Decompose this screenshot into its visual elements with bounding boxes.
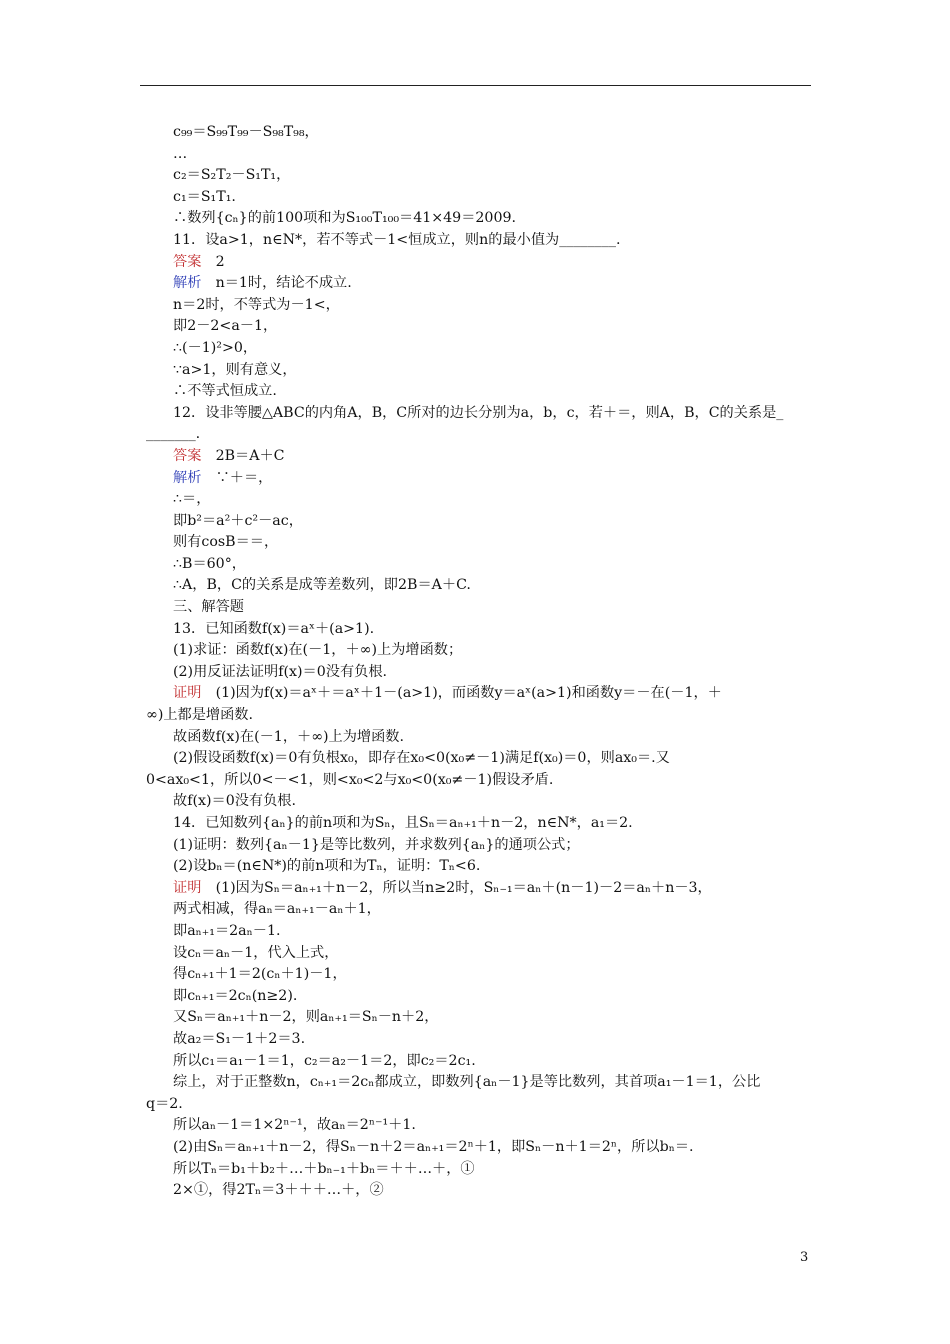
text-line	[146, 964, 810, 986]
header-rule	[140, 85, 811, 86]
line-text: …	[173, 145, 188, 162]
line-text: 两式相减，得aₙ＝aₙ₊₁－aₙ＋1，	[173, 901, 381, 918]
line-text: (2)由Sₙ＝aₙ₊₁＋n－2，得Sₙ－n＋2＝aₙ₊₁＝2ⁿ＋1，即Sₙ－n＋1＝2ⁿ，所以bₙ＝.	[173, 1138, 694, 1155]
text-line	[146, 403, 810, 425]
text-line	[146, 791, 810, 813]
line-text: ∵＋＝，	[201, 469, 273, 486]
line-text: _______.	[146, 426, 201, 443]
text-line	[146, 943, 810, 965]
line-text: (1)证明：数列{aₙ－1}是等比数列，并求数列{aₙ}的通项公式；	[173, 836, 580, 853]
text-line	[146, 360, 810, 382]
line-text: ∵a>1，则有意义，	[173, 361, 297, 378]
text-line	[146, 424, 810, 446]
line-text: 得cₙ₊₁＋1＝2(cₙ＋1)－1，	[173, 966, 347, 983]
line-text: 综上，对于正整数n，cₙ₊₁＝2cₙ都成立，即数列{aₙ－1}是等比数列，其首项a₁－1＝1，公比	[173, 1074, 761, 1091]
line-text: 所以Tₙ＝b₁＋b₂＋…＋bₙ₋₁＋bₙ＝＋＋…＋，①	[173, 1160, 475, 1177]
line-text: 13．已知函数f(x)＝aˣ＋(a>1).	[173, 620, 375, 637]
line-text: c₁＝S₁T₁.	[173, 188, 236, 205]
section-label: 解析	[173, 469, 202, 486]
line-text: q＝2.	[146, 1095, 183, 1112]
text-line	[146, 273, 810, 295]
text-line	[146, 727, 810, 749]
text-line	[146, 1115, 810, 1137]
line-text: n＝2时，不等式为－1<，	[173, 296, 340, 313]
line-text: c₂＝S₂T₂－S₁T₁，	[173, 167, 291, 184]
text-line	[146, 554, 810, 576]
text-line	[146, 446, 810, 468]
line-text: 2	[201, 253, 225, 270]
text-line	[146, 662, 810, 684]
text-line	[146, 921, 810, 943]
line-text: 又Sₙ＝aₙ₊₁＋n－2，则aₙ₊₁＝Sₙ－n＋2，	[173, 1009, 439, 1026]
line-text: 则有cosB＝＝，	[173, 534, 279, 551]
text-line	[146, 316, 810, 338]
line-text: 故f(x)＝0没有负根.	[173, 793, 296, 810]
line-text: 0<ax₀<1，所以0<－<1，则<x₀<2与x₀<0(x₀≠－1)假设矛盾.	[146, 771, 554, 788]
text-line	[146, 683, 810, 705]
text-line	[146, 1180, 810, 1202]
line-text: 所以c₁＝a₁－1＝1，c₂＝a₂－1＝2，即c₂＝2c₁.	[173, 1052, 476, 1069]
line-text: 2B＝A＋C	[201, 447, 285, 464]
text-line	[146, 381, 810, 403]
text-line	[146, 856, 810, 878]
line-text: 14．已知数列{aₙ}的前n项和为Sₙ，且Sₙ＝aₙ₊₁＋n－2，n∈N*，a₁＝2.	[173, 815, 633, 831]
text-line	[146, 1159, 810, 1181]
line-text: 即aₙ₊₁＝2aₙ－1.	[173, 922, 281, 939]
text-line	[146, 1094, 810, 1116]
text-line	[146, 640, 810, 662]
text-line	[146, 122, 810, 144]
line-text: (2)设bₙ＝(n∈N*)的前n项和为Tₙ，证明：Tₙ<6.	[173, 858, 481, 875]
section-label: 证明	[173, 879, 202, 896]
line-text: ∴数列{cₙ}的前100项和为S₁₀₀T₁₀₀＝41×49＝2009.	[173, 210, 517, 227]
line-text: 故a₂＝S₁－1＋2＝3.	[173, 1030, 306, 1047]
text-line	[146, 748, 810, 770]
text-line	[146, 899, 810, 921]
text-line	[146, 1051, 810, 1073]
text-line	[146, 1007, 810, 1029]
line-text: 11．设a>1，n∈N*，若不等式－1<恒成立，则n的最小值为________.	[173, 231, 621, 248]
line-text: ∴B＝60°，	[173, 555, 246, 572]
line-text: (2)假设函数f(x)＝0有负根x₀，即存在x₀<0(x₀≠－1)满足f(x₀)＝0，则ax₀＝.又	[173, 750, 670, 767]
text-line	[146, 986, 810, 1008]
line-text: ∴(－1)²>0，	[173, 339, 258, 356]
document-body	[146, 122, 810, 1202]
text-line	[146, 532, 810, 554]
line-text: 即cₙ₊₁＝2cₙ(n≥2).	[173, 987, 298, 1004]
text-line	[146, 295, 810, 317]
line-text: (1)因为f(x)＝aˣ＋＝aˣ＋1－(a>1)，而函数y＝aˣ(a>1)和函数y＝－在(－1，＋	[201, 685, 722, 702]
line-text: (1)求证：函数f(x)在(－1，＋∞)上为增函数；	[173, 642, 463, 659]
text-line	[146, 468, 810, 490]
line-text: n＝1时，结论不成立.	[201, 275, 352, 292]
section-label: 答案	[173, 253, 202, 270]
section-label: 解析	[173, 275, 202, 292]
text-line	[146, 165, 810, 187]
line-text: 三、解答题	[173, 599, 244, 616]
text-line	[146, 835, 810, 857]
line-text: ∴不等式恒成立.	[173, 383, 277, 400]
text-line	[146, 208, 810, 230]
line-text: 即b²＝a²＋c²－ac，	[173, 512, 303, 529]
text-line	[146, 338, 810, 360]
line-text: (2)用反证法证明f(x)＝0没有负根.	[173, 663, 388, 680]
page-number: 3	[800, 1250, 809, 1265]
line-text: 即2－2<a－1，	[173, 318, 278, 335]
text-line	[146, 252, 810, 274]
line-text: 2×①，得2Tₙ＝3＋＋＋…＋，②	[173, 1182, 384, 1199]
text-line	[146, 813, 810, 835]
text-line	[146, 1029, 810, 1051]
text-line	[146, 575, 810, 597]
text-line	[146, 770, 810, 792]
line-text: 故函数f(x)在(－1，＋∞)上为增函数.	[173, 728, 404, 745]
line-text: ∴＝，	[173, 491, 211, 508]
text-line	[146, 1072, 810, 1094]
text-line	[146, 489, 810, 511]
text-line	[146, 1137, 810, 1159]
section-label: 证明	[173, 685, 202, 702]
text-line	[146, 597, 810, 619]
line-text: 设cₙ＝aₙ－1，代入上式，	[173, 944, 339, 961]
section-label: 答案	[173, 447, 202, 464]
line-text: 所以aₙ－1＝1×2ⁿ⁻¹，故aₙ＝2ⁿ⁻¹＋1.	[173, 1117, 416, 1134]
text-line	[146, 230, 810, 252]
text-line	[146, 144, 810, 166]
line-text: (1)因为Sₙ＝aₙ₊₁＋n－2，所以当n≥2时，Sₙ₋₁＝aₙ＋(n－1)－2＝aₙ＋n－3，	[201, 879, 712, 896]
line-text: ∴A，B，C的关系是成等差数列，即2B＝A＋C.	[173, 577, 471, 594]
text-line	[146, 878, 810, 900]
line-text: ∞)上都是增函数.	[146, 707, 253, 724]
text-line	[146, 705, 810, 727]
text-line	[146, 511, 810, 533]
text-line	[146, 187, 810, 209]
line-text: c₉₉＝S₉₉T₉₉－S₉₈T₉₈，	[173, 124, 319, 140]
line-text: 12．设非等腰△ABC的内角A，B，C所对的边长分别为a，b，c，若＋＝，则A，B，C的关系是_	[173, 404, 784, 421]
text-line	[146, 619, 810, 641]
